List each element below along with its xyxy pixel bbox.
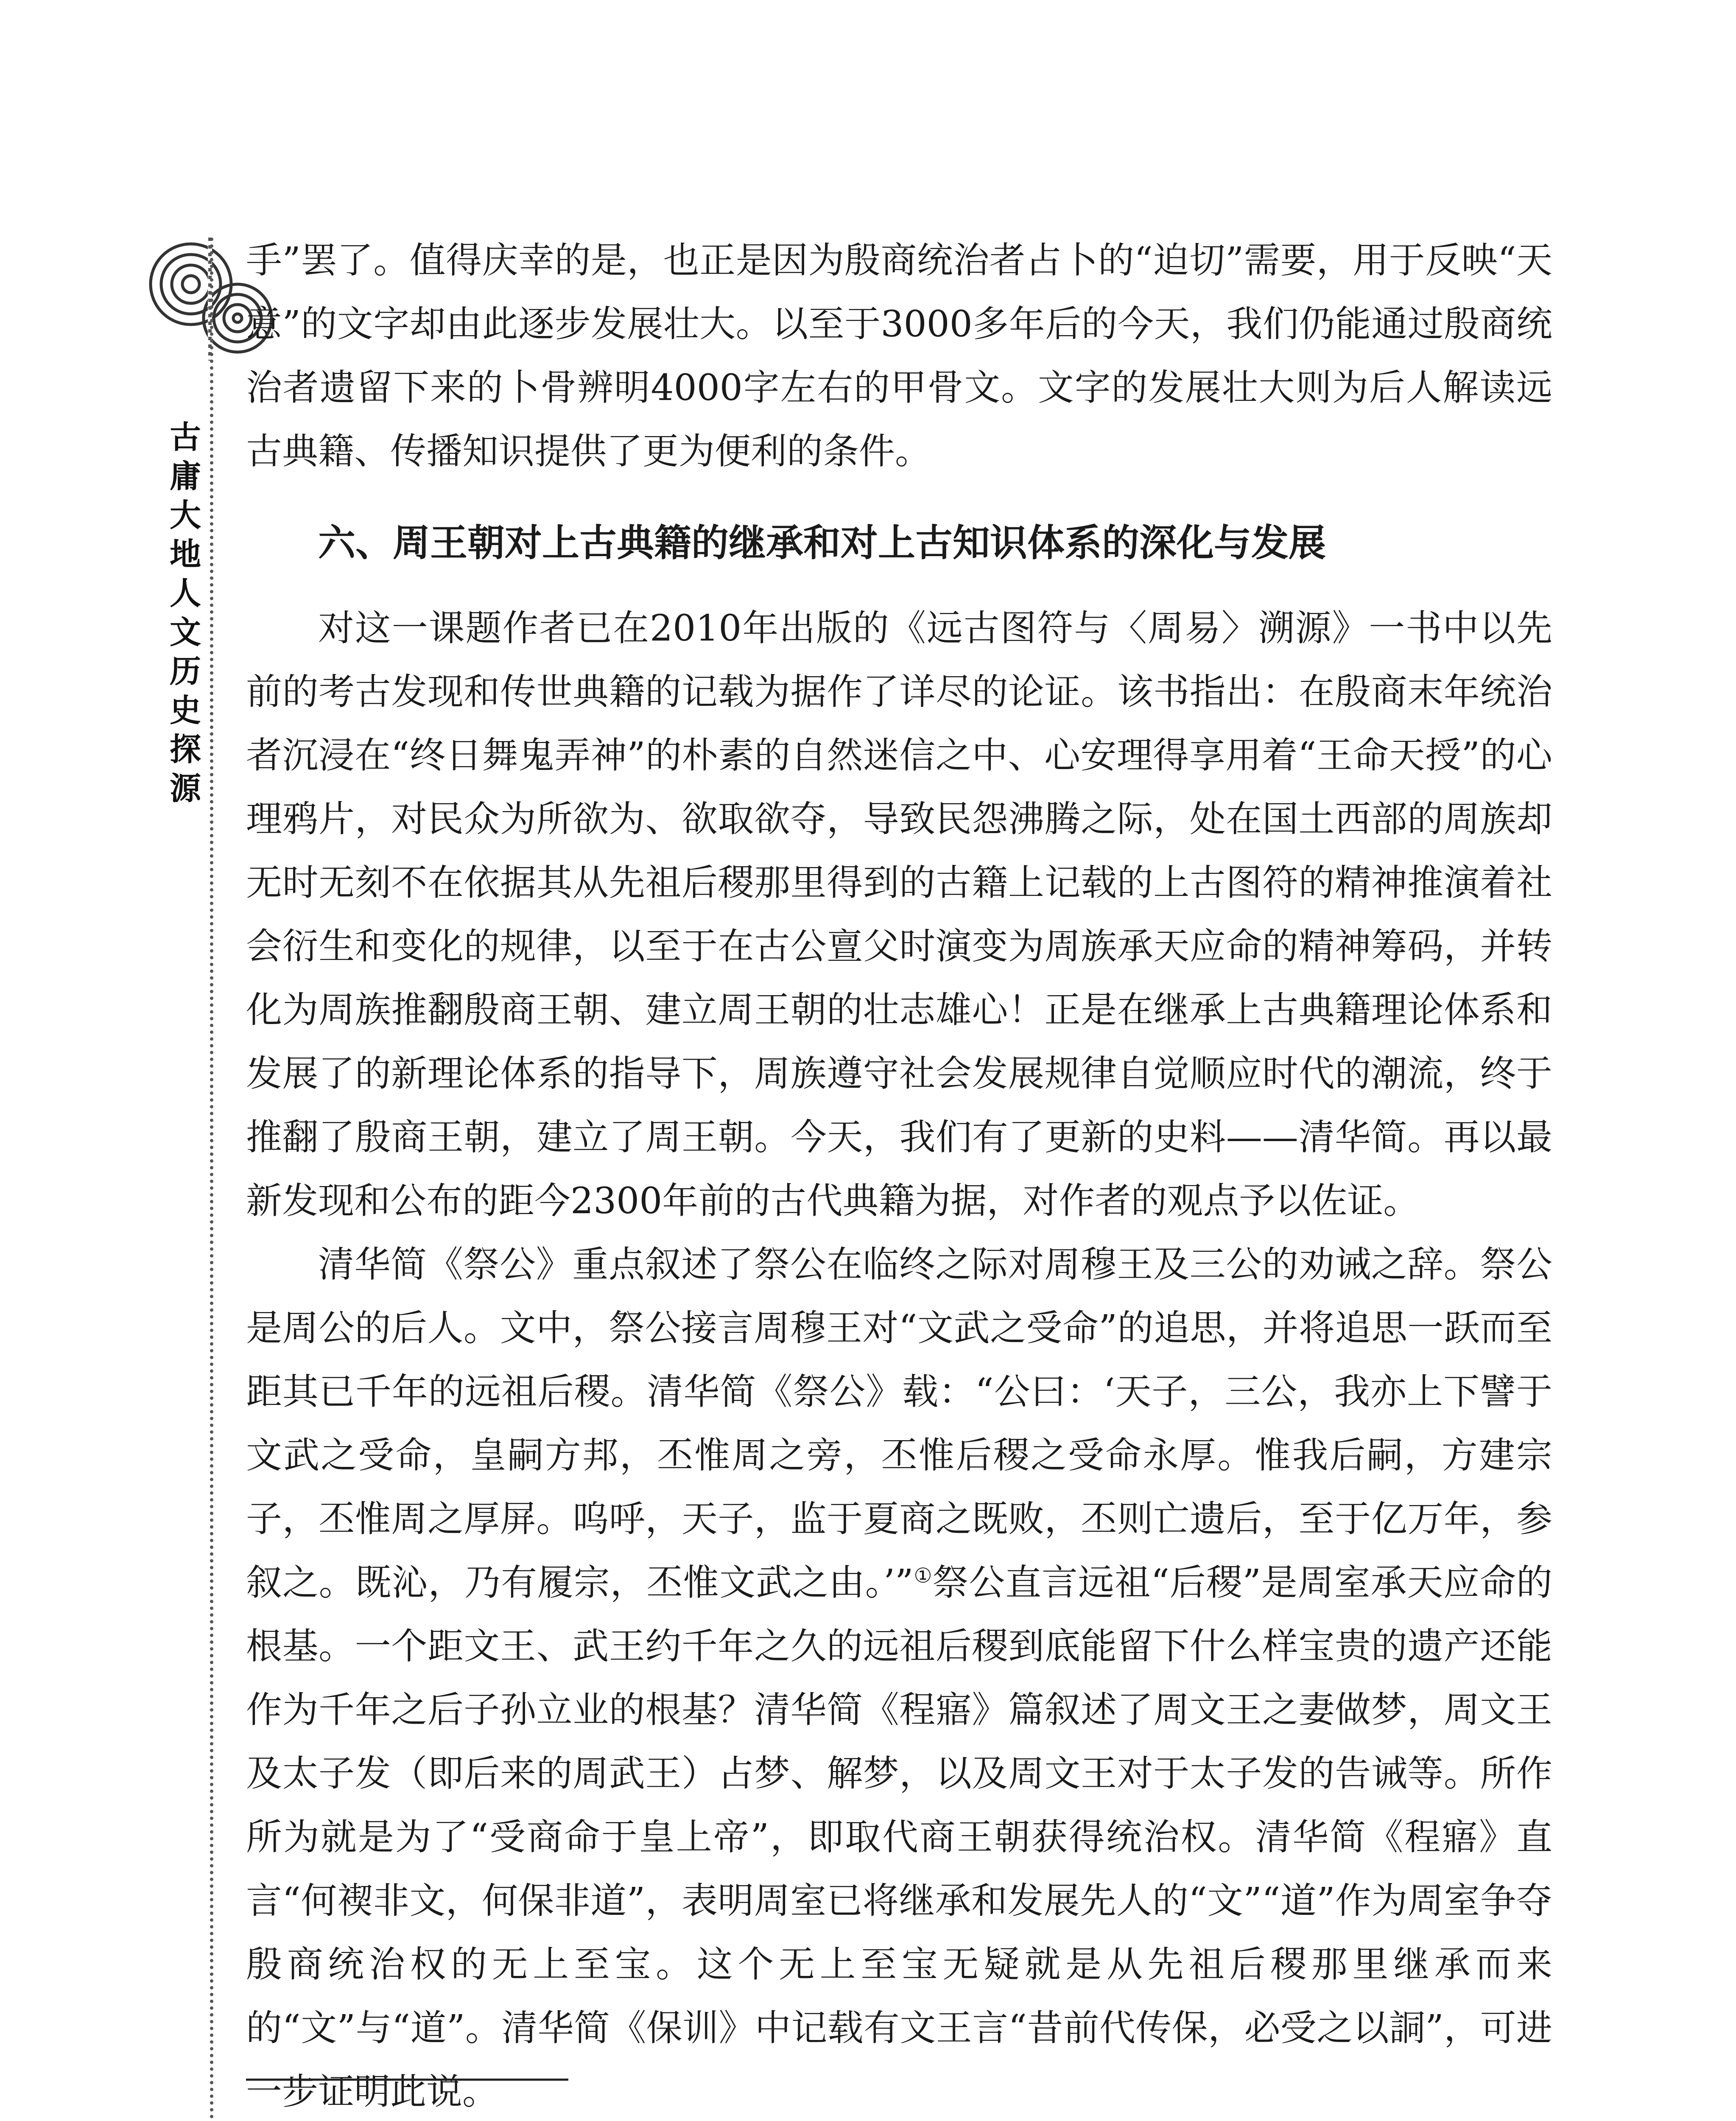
side-title-char: 源 xyxy=(170,770,201,807)
side-title-char: 探 xyxy=(170,731,201,768)
body-paragraph-with-footnote xyxy=(246,1233,1552,2121)
quote-text: 清华简《祭公》重点叙述了祭公在临终之际对周穆王及三公的劝诫之辞。祭公是周公的后人。文中，祭公接言周穆王对“文武之受命”的追思，并将追思一跃而至距其已千年的远祖后稷。清华简《祭公》载：“公曰：‘天子，三公，我亦上下譬于文武之受命，皇嗣方邦，丕惟周之旁，丕惟后稷之受命永厚。惟我后嗣，方建宗子，丕惟周之厚屏。呜呼，天子，监于夏商之既败，丕则亡遗后，至于亿万年，参叙之。既沁，乃有履宗，丕惟文武之由。’” xyxy=(246,1244,1552,1604)
body-paragraph: 对这一课题作者已在2010年出版的《远古图符与〈周易〉溯源》一书中以先前的考古发现和传世典籍的记载为据作了详尽的论证。该书指出：在殷商末年统治者沉浸在“终日舞鬼弄神”的朴素的自然迷信之中、心安理得享用着“王命天授”的心理鸦片，对民众为所欲为、欲取欲夺，导致民怨沸腾之际，处在国土西部的周族却无时无刻不在依据其从先祖后稷那里得到的古籍上记载的上古图符的精神推演着社会衍生和变化的规律，以至于在古公亶父时演变为周族承天应命的精神筹码，并转化为周族推翻殷商王朝、建立周王朝的壮志雄心！正是在继承上古典籍理论体系和发展了的新理论体系的指导下，周族遵守社会发展规律自觉顺应时代的潮流，终于推翻了殷商王朝，建立了周王朝。今天，我们有了更新的史料——清华简。再以最新发现和公布的距今2300年前的古代典籍为据，对作者的观点予以佐证。 xyxy=(246,607,1552,1222)
page-body xyxy=(246,229,1552,2121)
body-paragraph: 手”罢了。值得庆幸的是，也正是因为殷商统治者占卜的“迫切”需要，用于反映“天意”的文字却由此逐步发展壮大。以至于3000多年后的今天，我们仍能通过殷商统治者遗留下来的卜骨辨明4000字左右的甲骨文。文字的发展壮大则为后人解读远古典籍、传播知识提供了更为便利的条件。 xyxy=(246,240,1552,473)
continuation-text: 祭公直言远祖“后稷”是周室承天应命的根基。一个距文王、武王约千年之久的远祖后稷到底能留下什么样宝贵的遗产还能作为千年之后子孙立业的根基？清华简《程寤》篇叙述了周文王之妻做梦，周文王及太子发（即后来的周武王）占梦、解梦，以及周文王对于太子发的告诫等。所作所为就是为了“受商命于皇上帝”，即取代商王朝获得统治权。清华简《程寤》直言“何褉非文，何保非道”，表明周室已将继承和发展先人的“文”“道”作为周室争夺殷商统治权的无上至宝。这个无上至宝无疑就是从先祖后稷那里继承而来的“文”与“道”。清华简《保训》中记载有文王言“昔前代传保，必受之以詷”，可进一步证明此说。 xyxy=(246,1562,1552,2113)
footnote-divider xyxy=(246,2079,568,2081)
side-title-char: 历 xyxy=(170,653,201,690)
side-title-char: 地 xyxy=(170,536,201,573)
footnote-mark xyxy=(305,2119,373,2121)
section-heading: 六、周王朝对上古典籍的继承和对上古知识体系的深化与发展 xyxy=(318,521,1326,565)
side-title-char: 文 xyxy=(170,614,201,651)
side-title-char: 史 xyxy=(170,692,201,729)
side-title-char: 古 xyxy=(170,419,201,456)
footnote xyxy=(305,2119,1535,2121)
book-title-vertical xyxy=(166,418,204,808)
side-title-char: 大 xyxy=(170,497,201,534)
footnote-reference[interactable]: ① xyxy=(913,1564,933,1588)
side-title-char: 人 xyxy=(170,575,201,612)
margin-dotted-line xyxy=(210,238,213,2121)
side-title-char: 庸 xyxy=(170,458,201,495)
